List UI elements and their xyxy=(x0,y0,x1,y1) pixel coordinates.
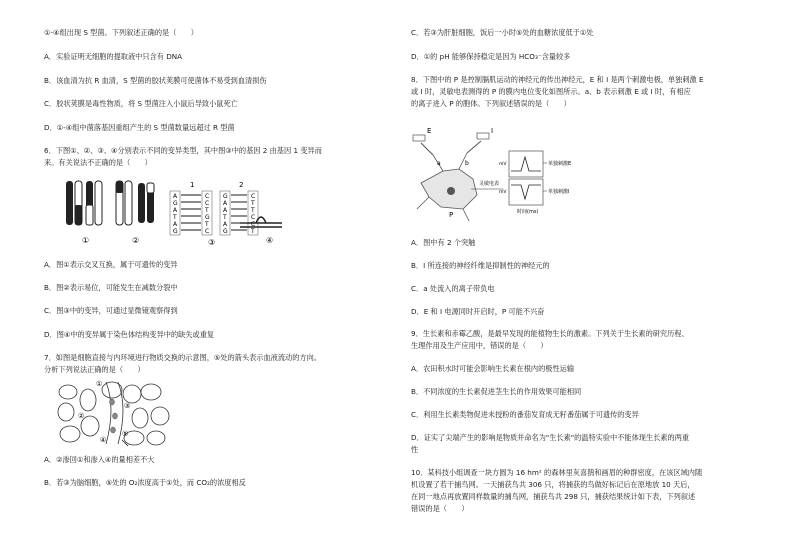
q7-label-4: ④ xyxy=(100,436,107,444)
q5-option-d: D．①-④组中菌落基因重组产生的 S 型菌数量远超过 R 型菌 xyxy=(44,123,235,132)
electrode-i xyxy=(477,133,489,139)
axis-unit-bottom: mV xyxy=(499,190,507,195)
q7-figure xyxy=(56,378,176,448)
q6-stem-line-2: 来。有关说法不正确的是（ ） xyxy=(44,158,152,167)
q6-label-4: ④ xyxy=(266,236,274,245)
q9-stem-line-2: 生理作用及生产应用中，错误的是（ ） xyxy=(411,341,548,350)
gene-2-label: 2 xyxy=(239,181,244,189)
q8-option-c: C．a 处流入的离子带负电 xyxy=(411,284,495,293)
chromosome-pair-2 xyxy=(116,181,154,225)
gene-base: G xyxy=(223,228,228,235)
gene-base: C xyxy=(205,193,210,200)
gene-1-label: 1 xyxy=(190,181,195,189)
q10-stem-line-2: 机设置了若干捕鸟网。一天捕获鸟共 306 只，将捕获的鸟做好标记后在原地放 10 天后， xyxy=(411,480,695,489)
time-label: 时间(ms) xyxy=(517,209,539,215)
gene-base: T xyxy=(251,207,255,214)
chromosome-loop xyxy=(240,217,282,227)
q8-figure xyxy=(411,113,581,223)
q5-option-b: B．该血清为抗 R 血清，S 型菌的胶状荚膜可使菌体不易受到血清损伤 xyxy=(44,76,267,85)
gene-base: A xyxy=(223,221,228,228)
q9-option-c: C．利用生长素类物促进未授粉的番茄发育成无籽番茄属于可遗传的变异 xyxy=(411,410,639,419)
gene-base: C xyxy=(251,221,256,228)
q8-stem-line-2: 或 I 时，灵敏电表测得的 P 的膜内电位变化如图所示。a、b 表示刺激 E 或 I 时，有相应 xyxy=(411,87,691,96)
gene-base: T xyxy=(223,214,227,221)
neuron-nucleus xyxy=(447,187,455,195)
electrode-e xyxy=(413,135,425,141)
gene-base: T xyxy=(251,228,255,235)
gene-base: T xyxy=(205,221,209,228)
gene-base: C xyxy=(205,228,210,235)
q6-option-c: C．图③中的变异，可通过显微镜观察得到 xyxy=(44,306,178,315)
q6-option-b: B．图②表示易位，可能发生在减数分裂中 xyxy=(44,283,178,292)
label-e: E xyxy=(427,127,432,135)
gene-base: G xyxy=(173,228,178,235)
q5-option-a: A．实验证明无细胞的提取液中只含有 DNA xyxy=(44,52,183,61)
q7-label-5: ⑤ xyxy=(122,430,129,438)
gene-base: T xyxy=(251,200,255,207)
q6-label-1: ① xyxy=(82,236,90,245)
q7-stem-line-1: 7．如图是细胞直接与内环境进行物质交换的示意图，⑤处的箭头表示血液流动的方向。 xyxy=(44,353,321,362)
q10-stem-line-4: 错误的是（ ） xyxy=(411,504,469,513)
gene-base: A xyxy=(173,221,178,228)
q9-option-d-cont: 性 xyxy=(411,445,419,454)
q7-label-2: ② xyxy=(78,412,85,420)
label-a: a xyxy=(437,160,441,167)
gene-base: C xyxy=(205,200,210,207)
q8-option-d: D．E 和 I 电源同时开启时，P 可能不兴奋 xyxy=(411,307,545,316)
gene-base: G xyxy=(223,193,228,200)
gene-sequences xyxy=(170,191,258,235)
q7-option-a: A．②渗回①和渗入④的量相差不大 xyxy=(44,455,155,464)
q6-label-2: ② xyxy=(132,236,140,245)
q10-stem-line-1: 10．某科技小组调查一块方圆为 16 hm² 的森林里灰喜鹊和画眉的种群密度，在该区域内随 xyxy=(411,468,703,477)
q5-option-c: C．胶状荚膜是毒性物质，将 S 型菌注入小鼠后导致小鼠死亡 xyxy=(44,99,238,108)
q7-option-d: D．①的 pH 能够保持稳定是因为 HCO₃⁻含量较多 xyxy=(411,52,571,61)
q10-stem-line-3: 在同一地点再放置同样数量的捕鸟网，捕获鸟共 298 只，捕获结果统计如下表，下列叙述 xyxy=(411,492,696,501)
gene-base: G xyxy=(173,200,178,207)
label-p: P xyxy=(449,211,454,219)
voltage-plot xyxy=(509,151,547,205)
label-b: b xyxy=(465,160,469,167)
axis-unit-top: mV xyxy=(499,162,507,167)
legend-top: 单独刺激E xyxy=(548,161,572,167)
gene-base: A xyxy=(223,207,228,214)
q8-option-b: B．I 所连接的神经纤维是抑制性的神经元的 xyxy=(411,261,550,270)
gene-base: G xyxy=(205,214,210,221)
legend-bottom: 单独刺激I xyxy=(548,189,570,195)
q6-option-a: A．图①表示交叉互换，属于可遗传的变异 xyxy=(44,260,178,269)
q6-label-3: ③ xyxy=(208,238,216,247)
q6-stem-line-1: 6．下图①、②、③、④分别表示不同的变异类型，其中图③中的基因 2 由基因 1 变异而 xyxy=(44,146,322,155)
q6-figure xyxy=(44,173,284,253)
q7-label-1: ① xyxy=(96,380,103,388)
meter-label: 灵敏电表 xyxy=(479,181,500,187)
q7-option-b: B．若③为脑细胞，⑤处的 O₂浓度高于①处，而 CO₂的浓度相反 xyxy=(44,478,246,487)
q8-option-a: A．图中有 2 个突触 xyxy=(411,238,476,247)
gene-base: C xyxy=(251,193,256,200)
q8-stem-line-1: 8．下图中的 P 是控制膈肌运动的神经元的传出神经元，E 和 I 是两个刺激电极，单独刺激 E xyxy=(411,75,704,84)
q9-option-b: B．不同浓度的生长素促进茎生长的作用效果可能相同 xyxy=(411,387,582,396)
q5-intro: ①-④组出现 S 型菌。下列叙述正确的是（ ） xyxy=(44,28,198,37)
gene-base: A xyxy=(173,207,178,214)
chromosome-pair-1 xyxy=(66,181,102,225)
gene-base: C xyxy=(251,214,256,221)
gene-base: T xyxy=(173,214,177,221)
q6-option-d: D．图④中的变异属于染色体结构变异中的缺失或重复 xyxy=(44,330,215,339)
gene-base: A xyxy=(223,200,228,207)
q7-label-3: ③ xyxy=(124,402,131,410)
q7-option-c: C．若③为肝脏细胞，饭后一小时⑤处的血糖浓度低于①处 xyxy=(411,28,594,37)
gene-base: T xyxy=(205,207,209,214)
q9-option-d: D．证实了尖端产生的影响是物质并命名为"生长素"的温特实验中不能体现生长素的两重 xyxy=(411,433,690,442)
label-i: I xyxy=(491,127,494,135)
q7-stem-line-2: 分析下列说法正确的是（ ） xyxy=(44,365,145,374)
q8-stem-line-3: 的离子进入 P 的胞体。下列叙述错误的是（ ） xyxy=(411,99,571,108)
gene-base: A xyxy=(173,193,178,200)
q9-stem-line-1: 9．生长素和赤霉乙酸，是最早发现的能植物生长的激素。下列关于生长素的研究历程、 xyxy=(411,329,689,338)
q9-option-a: A．农田积水时可能会影响生长素在根内的极性运输 xyxy=(411,364,575,373)
